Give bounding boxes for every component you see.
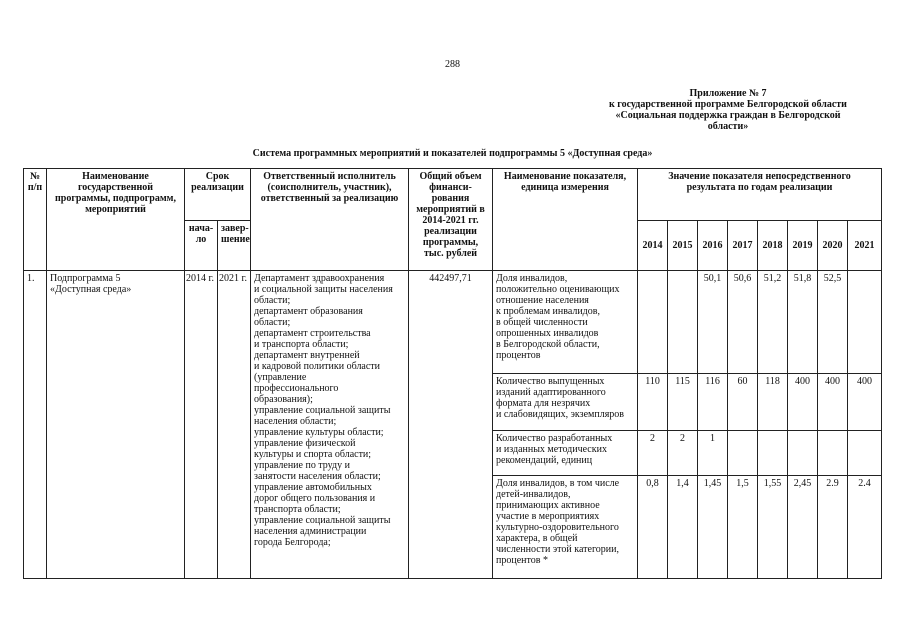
indicator-value: 60 bbox=[728, 374, 758, 431]
indicator-name: Доля инвалидов, положительно оценивающих отношение населения к проблемам инвалидов, в общей численности опрошенных инвалидов в Белгородской области, процентов bbox=[493, 271, 638, 374]
indicator-value bbox=[728, 431, 758, 476]
indicator-value: 110 bbox=[638, 374, 668, 431]
appendix-block bbox=[580, 88, 876, 132]
indicator-value bbox=[668, 271, 698, 374]
document-title: Система программных мероприятий и показателей подпрограммы 5 «Доступная среда» bbox=[252, 148, 653, 159]
appendix-line-4: области» bbox=[707, 121, 749, 132]
row-num: 1. bbox=[24, 271, 47, 579]
year-header: 2020 bbox=[818, 221, 848, 271]
year-header: 2019 bbox=[788, 221, 818, 271]
page-number: 288 bbox=[445, 59, 460, 70]
appendix-line-3: «Социальная поддержка граждан в Белгородской bbox=[615, 110, 841, 121]
indicator-value: 115 bbox=[668, 374, 698, 431]
row-volume: 442497,71 bbox=[409, 271, 493, 579]
year-header: 2014 bbox=[638, 221, 668, 271]
indicator-value bbox=[758, 431, 788, 476]
appendix-line-1: Приложение № 7 bbox=[689, 88, 767, 99]
row-start: 2014 г. bbox=[185, 271, 218, 579]
indicator-value bbox=[818, 431, 848, 476]
indicator-value bbox=[638, 271, 668, 374]
header-term-end: завер- шение bbox=[218, 221, 251, 271]
indicator-value bbox=[788, 431, 818, 476]
indicator-value: 0,8 bbox=[638, 476, 668, 579]
indicator-value: 2 bbox=[638, 431, 668, 476]
indicator-value: 2 bbox=[668, 431, 698, 476]
indicator-value: 51,8 bbox=[788, 271, 818, 374]
header-volume: Общий объем финанси- рования мероприятий в 2014-2021 гг. реализации программы, тыс. рублей bbox=[409, 169, 493, 271]
appendix-line-2: к государственной программе Белгородской области bbox=[609, 99, 847, 110]
indicator-value: 400 bbox=[818, 374, 848, 431]
indicator-value: 1,45 bbox=[698, 476, 728, 579]
header-term-start: нача- ло bbox=[185, 221, 218, 271]
header-executor: Ответственный исполнитель (соисполнитель, участник), ответственный за реализацию bbox=[251, 169, 409, 271]
indicator-value: 400 bbox=[848, 374, 882, 431]
year-header: 2015 bbox=[668, 221, 698, 271]
indicator-value: 2.4 bbox=[848, 476, 882, 579]
indicator-name: Доля инвалидов, в том числе детей-инвалидов, принимающих активное участие в мероприятиях культурно-оздоровительного характера, в общей численности этой категории, процентов * bbox=[493, 476, 638, 579]
year-header: 2016 bbox=[698, 221, 728, 271]
indicator-value bbox=[848, 271, 882, 374]
year-header: 2017 bbox=[728, 221, 758, 271]
header-indicator: Наименование показателя, единица измерения bbox=[493, 169, 638, 271]
indicator-value: 2.9 bbox=[818, 476, 848, 579]
indicator-value: 51,2 bbox=[758, 271, 788, 374]
indicator-name: Количество выпущенных изданий адаптированного формата для незрячих и слабовидящих, экземпляров bbox=[493, 374, 638, 431]
row-name: Подпрограмма 5 «Доступная среда» bbox=[47, 271, 185, 579]
measures-table bbox=[23, 168, 882, 579]
row-end: 2021 г. bbox=[218, 271, 251, 579]
year-header: 2018 bbox=[758, 221, 788, 271]
indicator-value: 118 bbox=[758, 374, 788, 431]
row-executor: Департамент здравоохранения и социальной защиты населения области; департамент образования области; департамент строительства и транспорта области; департамент внутренней и кадровой политики области (управление профессионального образования); управление социальной защиты населения области; управление культуры области; управление физической культуры и спорта области; управление по труду и занятости населения области; управление автомобильных дорог общего пользования и транспорта области; управление социальной защиты населения администрации города Белгорода; bbox=[251, 271, 409, 579]
year-header: 2021 bbox=[848, 221, 882, 271]
indicator-value: 400 bbox=[788, 374, 818, 431]
indicator-value: 1,55 bbox=[758, 476, 788, 579]
indicator-value: 1,4 bbox=[668, 476, 698, 579]
indicator-value bbox=[848, 431, 882, 476]
indicator-value: 116 bbox=[698, 374, 728, 431]
indicator-value: 2,45 bbox=[788, 476, 818, 579]
indicator-value: 1 bbox=[698, 431, 728, 476]
header-num: № п/п bbox=[24, 169, 47, 271]
indicator-value: 1,5 bbox=[728, 476, 758, 579]
header-row-1 bbox=[24, 169, 882, 221]
indicator-value: 50,6 bbox=[728, 271, 758, 374]
header-name: Наименование государственной программы, подпрограмм, мероприятий bbox=[47, 169, 185, 271]
header-values: Значение показателя непосредственного результата по годам реализации bbox=[638, 169, 882, 221]
indicator-name: Количество разработанных и изданных методических рекомендаций, единиц bbox=[493, 431, 638, 476]
indicator-value: 52,5 bbox=[818, 271, 848, 374]
indicator-value: 50,1 bbox=[698, 271, 728, 374]
header-term: Срок реализации bbox=[185, 169, 251, 221]
table-row bbox=[24, 271, 882, 374]
